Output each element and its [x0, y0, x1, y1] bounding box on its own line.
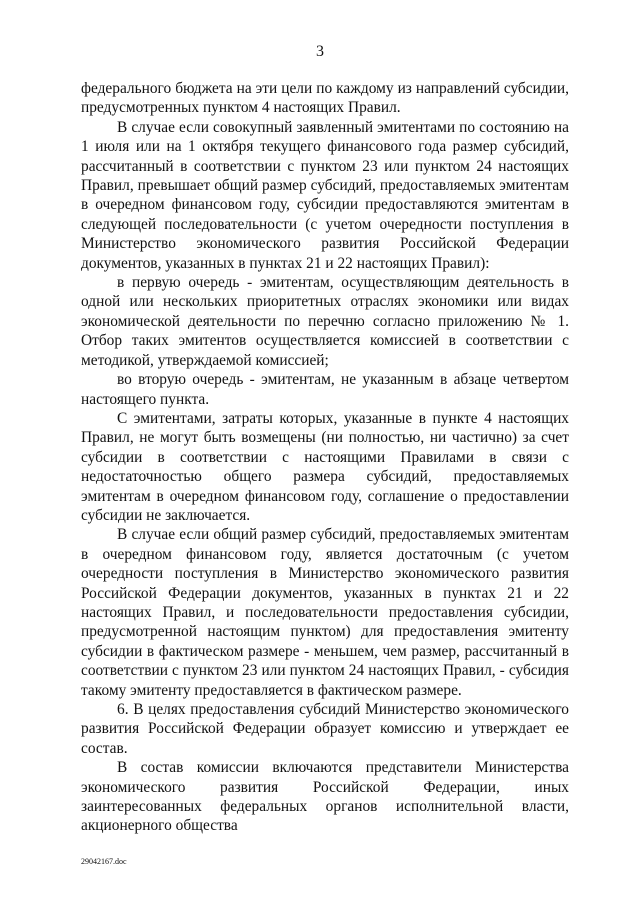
page-number: 3 — [316, 43, 324, 60]
document-file-code: 29042167.doc — [81, 857, 127, 866]
paragraph: во вторую очередь - эмитентам, не указанным в абзаце четвертом настоящего пункта. — [81, 371, 569, 408]
paragraph: С эмитентами, затраты которых, указанные в пункте 4 настоящих Правил, не могут быть возмещены (ни полностью, ни частично) за счет субсидии в соответствии с настоящими Правилами в связи с недостаточностью общего размера субсидий, предоставляемых эмитентам в очередном финансовом году, соглашение о предоставлении субсидии не заключается. — [81, 409, 569, 524]
paragraph-continuation: федерального бюджета на эти цели по каждому из направлений субсидии, предусмотренных пунктом 4 настоящих Правил. — [81, 80, 569, 117]
paragraph: 6. В целях предоставления субсидий Министерство экономического развития Российской Федерации образует комиссию и утверждает ее состав. — [81, 701, 569, 757]
paragraph: В случае если совокупный заявленный эмитентами по состоянию на 1 июля или на 1 октября текущего финансового года размер субсидий, рассчитанный в соответствии с пунктом 23 или пунктом 24 настоящих Правил, превышает общий размер субсидий, предоставляемых эмитентам в очередном финансовом году, субсидии предоставляются эмитентам в следующей последовательности (с учетом очередности поступления в Министерство экономического развития Российской Федерации документов, указанных в пунктах 21 и 22 настоящих Правил): — [81, 118, 569, 272]
paragraph: В состав комиссии включаются представители Министерства экономического развития Российской Федерации, иных заинтересованных федеральных органов исполнительной власти, акционерного общества — [81, 759, 569, 835]
paragraph: В случае если общий размер субсидий, предоставляемых эмитентам в очередном финансовом году, является достаточным (с учетом очередности поступления в Министерство экономического развития Российской Федерации документов, указанных в пунктах 21 и 22 настоящих Правил, и последовательности предоставления субсидии, предусмотренной настоящим пунктом) для предоставления эмитенту субсидии в фактическом размере - меньшем, чем размер, рассчитанный в соответствии с пунктом 23 или пунктом 24 настоящих Правил, - субсидия такому эмитенту предоставляется в фактическом размере. — [81, 526, 569, 699]
paragraph: в первую очередь - эмитентам, осуществляющим деятельность в одной или нескольких приоритетных отраслях экономики или видах экономической деятельности по перечню согласно приложению № 1. Отбор таких эмитентов осуществляется комиссией в соответствии с методикой, утверждаемой комиссией; — [81, 274, 569, 369]
document-body — [81, 79, 569, 836]
